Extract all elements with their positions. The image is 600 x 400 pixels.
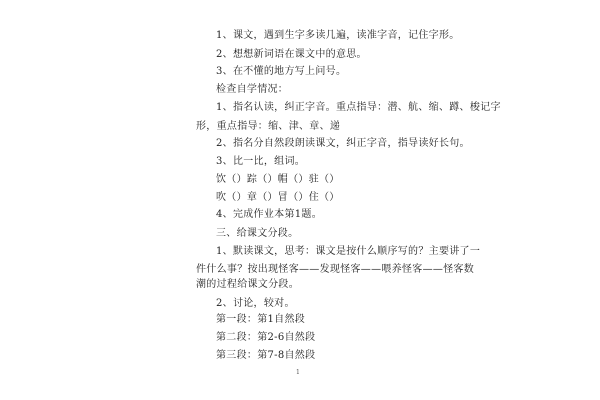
text-line: 饮（）踪（）帽（）驻（） xyxy=(216,174,340,185)
text-line: 3、比一比，组词。 xyxy=(216,156,306,167)
text-line: 1、默读课文，思考：课文是按什么顺序写的？主要讲了一 xyxy=(216,246,481,257)
text-line: 形，重点指导：缩、津、章、递 xyxy=(196,121,341,132)
text-line: 第一段：第1自然段 xyxy=(216,314,306,325)
text-line: 2、讨论，较对。 xyxy=(216,298,295,309)
text-line: 吹（）章（）冒（）住（） xyxy=(216,192,340,203)
text-line: 2、指名分自然段朗读课文，纠正字音，指导读好长句。 xyxy=(216,138,470,149)
text-line: 第二段：第2-6自然段 xyxy=(216,332,316,343)
text-line: 1、课文，遇到生字多读几遍，读准字音，记住字形。 xyxy=(216,30,460,41)
text-line: 1、指名认读，纠正字音。重点指导：潜、航、缩、蹲、梭记字 xyxy=(216,102,501,113)
text-line: 件什么事？按出现怪客——发现怪客——喂养怪客——怪客数 xyxy=(196,264,475,275)
text-line: 潮的过程给课文分段。 xyxy=(196,279,299,290)
text-line: 2、想想新词语在课文中的意思。 xyxy=(216,49,367,60)
text-line: 第三段：第7-8自然段 xyxy=(216,350,316,361)
page-number: 1 xyxy=(296,369,300,376)
text-line: 4、完成作业本第1题。 xyxy=(216,209,323,220)
section-heading: 三、给课文分段。 xyxy=(216,228,299,239)
text-line: 检查自学情况： xyxy=(216,84,289,95)
text-line: 3、在不懂的地方写上问号。 xyxy=(216,66,347,77)
